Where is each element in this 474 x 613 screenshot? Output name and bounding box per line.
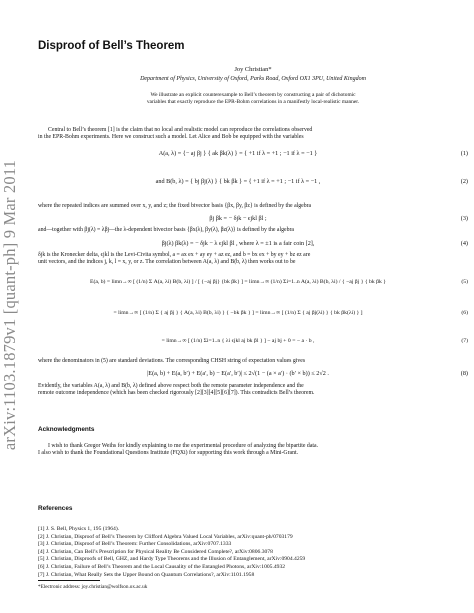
author-affiliation: Department of Physics, University of Oxford, Parks Road, Oxford OX1 3PU, United Kingdom: [140, 76, 366, 82]
equation-1: [38, 150, 468, 164]
reference-item: [6] J. Christian, Failure of Bell’s Theorem and the Local Causality of the Entangled Photons, arXiv:1005.4932: [38, 563, 286, 570]
footnote-rule: [38, 580, 100, 581]
paper-title: Disproof of Bell’s Theorem: [38, 40, 185, 52]
equation-text: A(a, λ) = {− aj βj } { ak βk(λ) } = { +1 if λ = +1 ; −1 if λ = −1 }: [158, 150, 318, 157]
equation-number: (7): [461, 338, 468, 344]
conclusion-paragraph: [38, 383, 464, 397]
basis-paragraph: where the repeated indices are summed over x, y, and z; the fixed bivector basis {βx, βy, βz} is defined by the algebra: [38, 203, 312, 209]
equation-number: (1): [460, 150, 468, 157]
footnote: *Electronic address: joy.christian@wolfson.ox.ac.uk: [38, 584, 148, 590]
abstract-line: variables that exactly reproduce the EPR-Bohm correlations in a manifestly local-realistic manner.: [146, 99, 360, 105]
equation-text: βj(λ) βk(λ) = − δjk − λ ϵjkl βl , where λ = ±1 is a fair coin [2],: [161, 240, 315, 247]
equation-number: (8): [460, 370, 468, 377]
paragraph-line: I also wish to thank the Foundational Questions Institute (FQXi) for supporting this work through a Mini-Grant.: [38, 450, 299, 457]
equation-2: [38, 178, 468, 192]
equation-number: (5): [461, 279, 468, 285]
equation-number: (4): [460, 240, 468, 247]
abstract: [78, 92, 428, 106]
paragraph-line: unit vectors, and the indices j, k, l = x, y, or z. The correlation between A(a, λ) and B(b, λ) then works out to be: [38, 259, 296, 266]
acknowledgments-heading: Acknowledgments: [38, 426, 95, 433]
equation-text: and B(b, λ) = { bj βj(λ) } { bk βk } = { +1 if λ = +1 ; −1 if λ = −1 ,: [155, 178, 321, 185]
paragraph-line: in the EPR-Bohm experiments. Here we construct such a model. Let Alice and Bob be equipped with the variables: [38, 134, 304, 141]
reference-item: [5] J. Christian, Disproofs of Bell, GHZ, and Hardy Type Theorems and the Illusion of Entanglement, arXiv:0904.4259: [38, 556, 306, 563]
paragraph-line: I wish to thank Gregor Weihs for kindly explaining to me the experimental procedure of analyzing the bipartite data.: [48, 443, 319, 449]
equation-number: (2): [460, 178, 468, 185]
arxiv-identifier: arXiv:1103.1879v1 [quant-ph] 9 Mar 2011: [0, 159, 19, 451]
equation-text: βj βk = − δjk − ϵjkl βl ;: [209, 215, 267, 222]
reference-list: [38, 526, 468, 579]
paragraph-line: Evidently, the variables A(a, λ) and B(b, λ) defined above respect both the remote parameter independence and the: [38, 383, 304, 389]
equation-5: [38, 279, 468, 291]
references-heading: References: [38, 505, 73, 512]
reference-item: [3] J. Christian, Disproof of Bell’s Theorem: Further Consolidations, arXiv:0707.1333: [38, 541, 232, 548]
paragraph-line: remote outcome independence (which has been checked rigorously [2][3][4][5][6][7]). This contradicts Bell’s theorem.: [38, 390, 315, 397]
equation-text: E(a, b) = limn→∞ [ (1/n) Σ A(a, λi) B(b, λi) ] / [ {−aj βj} {bk βk} ] = limn→∞ (1/n) Σi=1..n A(a, λi) B(b, λi) / { −aj βj } { bk βk }: [89, 279, 387, 285]
paragraph-line: Central to Bell’s theorem [1] is the claim that no local and realistic model can reproduce the correlations observed: [48, 127, 313, 133]
acknowledgments-text: [38, 443, 464, 457]
equation-text: = limn→∞ [ (1/n) Σi=1..n { λi ϵjkl aj bk βl } ] − aj bj + 0 = − a · b ,: [161, 338, 315, 344]
equation-text: = limn→∞ [ (1/n) Σ { aj βj } { A(a, λi) B(b, λi) } { −bk βk } ] = limn→∞ [ (1/n) Σ { aj βj(λi) } { bk βk(λi) } ]: [113, 310, 363, 316]
equation-6: [38, 310, 468, 322]
equation-8: [38, 370, 468, 380]
definitions-paragraph: [38, 252, 464, 266]
intro-paragraph: [38, 127, 464, 141]
chsh-paragraph: where the denominators in (5) are standard deviations. The corresponding CHSH string of expectation values gives: [38, 358, 306, 364]
author-name: Joy Christian*: [234, 66, 272, 73]
equation-3: [38, 215, 468, 225]
lambda-basis-paragraph: and—together with βj(λ) = λβj—the λ-dependent bivector basis {βx(λ), βy(λ), βz(λ)} is defined by the algebra: [38, 227, 294, 233]
equation-4: [38, 240, 468, 250]
paragraph-line: δjk is the Kronecker delta, ϵjkl is the Levi-Civita symbol, a = ax ex + ay ey + az ez, and b = bx ex + by ey + bz ez are: [38, 252, 311, 258]
equation-7: [38, 338, 468, 350]
equation-number: (6): [461, 310, 468, 316]
reference-item: [7] J. Christian, What Really Sets the Upper Bound on Quantum Correlations?, arXiv:1101.1958: [38, 571, 255, 578]
equation-text: |E(a, b) + E(a, b′) + E(a′, b) − E(a′, b′)| ≤ 2√(1 − (a × a′) · (b′ × b)) ≤ 2√2 .: [147, 370, 329, 377]
abstract-line: We illustrate an explicit counterexample to Bell’s theorem by constructing a pair of dichotomic: [150, 92, 356, 98]
reference-item: [2] J. Christian, Disproof of Bell’s Theorem by Clifford Algebra Valued Local Variables, arXiv:quant-ph/0703179: [38, 533, 293, 540]
reference-item: [4] J. Christian, Can Bell’s Prescription for Physical Reality Be Considered Complete?, arXiv:0806.3078: [38, 548, 273, 555]
equation-number: (3): [460, 215, 468, 222]
reference-item: [1] J. S. Bell, Physics 1, 195 (1964).: [38, 526, 120, 532]
